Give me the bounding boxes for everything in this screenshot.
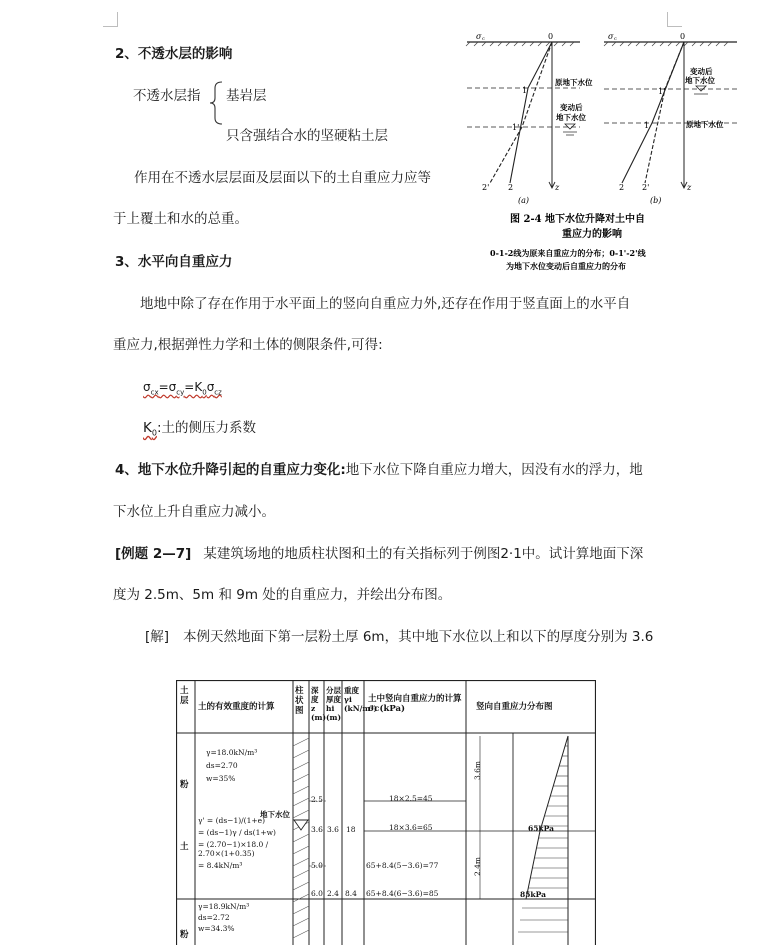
header-column: 柱状图 — [295, 686, 304, 716]
figure-panel-a — [466, 32, 593, 205]
stress-label-65: 65kPa — [528, 824, 554, 833]
section2-heading: 2、不透水层的影响 — [115, 46, 233, 62]
fig-b-sigma-label: σ — [608, 32, 614, 41]
svg-text:1: 1 — [522, 86, 528, 95]
section2-item2: 只含强结合水的坚硬粘土层 — [226, 128, 388, 144]
example-tag: [例题 2—7] — [115, 546, 192, 562]
svg-text:1': 1' — [658, 87, 666, 96]
header-thick: 分层厚度 hi (m) — [326, 686, 342, 722]
stress-label-85: 85kPa — [520, 890, 546, 899]
thick-2-4: 2.4 — [327, 889, 339, 898]
fig-a-orig-water: 原地下水位 — [555, 78, 593, 87]
header-dist: 竖向自重应力分布图 — [476, 702, 553, 712]
layer2-label: 粉 — [180, 930, 189, 940]
figure-note-line2: 为地下水位变动后自重应力的分布 — [506, 261, 626, 271]
header-depth: 深度 z (m) — [311, 686, 327, 722]
section2-item1: 基岩层 — [226, 88, 267, 104]
section2-para-line2: 于上覆土和水的总重。 — [113, 211, 248, 227]
stress-1: 18×2.5=45 — [389, 794, 433, 803]
svg-text:2': 2' — [482, 183, 490, 192]
depth-6-0: 6.0 — [311, 889, 323, 898]
section4-line1 — [115, 460, 643, 480]
fig-a-changed2: 地下水位 — [556, 113, 586, 122]
svg-text:c: c — [614, 36, 617, 42]
page-corner-top-left — [103, 12, 118, 27]
section2-lead: 不透水层指 — [133, 88, 201, 104]
svg-text:c: c — [482, 36, 485, 42]
figure-caption-line1: 图 2-4 地下水位升降对土中自 — [510, 214, 646, 225]
solution-tag: [解] — [145, 629, 170, 645]
svg-text:1: 1 — [644, 121, 650, 130]
header-gamma: 重度 γi (kN/m³) — [344, 686, 378, 713]
section3-heading: 3、水平向自重应力 — [115, 254, 233, 270]
page-corner-top-right — [667, 12, 682, 27]
fig-b-changed2: 地下水位 — [685, 76, 715, 85]
svg-text:2: 2 — [508, 183, 514, 192]
svg-text:1': 1' — [512, 123, 520, 132]
section3-para-line2: 重应力,根据弹性力学和土体的侧限条件,可得: — [113, 337, 383, 353]
solution-text: 本例天然地面下第一层粉土厚 6m，其中地下水位以上和以下的厚度分别为 3.6 — [183, 629, 654, 645]
eff-weight-formula: γ' = (ds−1)/(1+e) = (ds−1)γ / ds(1+w) = (2.70−1)×18.0 / 2.70×(1+0.35) = 8.4kN/m³ — [198, 816, 276, 870]
fig-subcaption-a: (a) — [518, 196, 530, 205]
section4-text-line2: 下水位上升自重应力减小。 — [113, 504, 275, 520]
figure-panel-b — [604, 32, 737, 205]
fig-b-changed1: 变动后 — [690, 67, 713, 76]
lateral-coefficient-note: $K_0$:土的侧压力系数 — [143, 420, 257, 438]
layer1-props: γ=18.0kN/m³ ds=2.70 w=35% — [206, 748, 258, 783]
figure-note-line1: 0-1-2线为原来自重应力的分布；0-1'-2'线 — [490, 248, 646, 258]
dim-3-6m: 3.6m — [473, 760, 482, 780]
brace-icon — [208, 80, 224, 126]
depth-2-5: 2.5 — [311, 795, 323, 804]
depth-5-0: 5.0 — [311, 861, 323, 870]
svg-text:z: z — [687, 183, 692, 192]
solution-line — [145, 627, 653, 647]
section4-text-line1: 地下水位下降自重应力增大，因没有水的浮力，地 — [345, 462, 643, 478]
svg-text:z: z — [555, 183, 560, 192]
fig-a-zero-label: 0 — [548, 32, 554, 41]
layer1-label-b: 土 — [180, 842, 189, 852]
stress-4: 65+8.4(6−3.6)=85 — [366, 889, 439, 898]
dim-2-4m: 2.4m — [473, 856, 482, 876]
fig-b-zero-label: 0 — [680, 32, 686, 41]
section2-para-line1: 作用在不透水层层面及层面以下的土自重应力应等 — [134, 170, 431, 186]
example-line1 — [115, 544, 643, 564]
svg-text:2': 2' — [642, 183, 650, 192]
section3-para-line1: 地地中除了存在作用于水平面上的竖向自重应力外,还存在作用于竖直面上的水平自 — [140, 296, 631, 312]
layer1-label-a: 粉 — [180, 780, 189, 790]
groundwater-label: 地下水位 — [260, 810, 290, 819]
depth-3-6: 3.6 — [311, 825, 323, 834]
stress-2: 18×3.6=65 — [389, 823, 433, 832]
layer2-props: γ=18.9kN/m³ ds=2.72 w=34.3% — [198, 902, 250, 933]
example-text-line1: 某建筑场地的地质柱状图和土的有关指标列于例图2·1中。试计算地面下深 — [203, 546, 644, 562]
example-table — [176, 680, 596, 945]
thick-3-6: 3.6 — [327, 825, 339, 834]
header-layer: 土层 — [180, 686, 189, 706]
figure-2-4 — [462, 30, 742, 278]
gamma-18: 18 — [346, 825, 356, 834]
fig-a-changed1: 变动后 — [560, 103, 583, 112]
stress-3: 65+8.4(5−3.6)=77 — [366, 861, 439, 870]
formula-lateral-stress: $\sigma_{cx}=\sigma_{cy}=K_0\sigma_{cz}$ — [143, 380, 222, 397]
fig-a-sigma-label: σ — [476, 32, 482, 41]
figure-caption-line2: 重应力的影响 — [562, 229, 622, 240]
header-stress: 土中竖向自重应力的计算 σc(kPa) — [368, 694, 462, 714]
example-text-line2: 度为 2.5m、5m 和 9m 处的自重应力，并绘出分布图。 — [113, 587, 452, 603]
section4-heading: 4、地下水位升降引起的自重应力变化: — [115, 462, 346, 478]
fig-b-orig-water: 原地下水位 — [686, 120, 724, 129]
svg-text:2: 2 — [619, 183, 625, 192]
header-calc: 土的有效重度的计算 — [198, 702, 275, 712]
fig-subcaption-b: (b) — [650, 196, 662, 205]
gamma-8-4: 8.4 — [345, 889, 357, 898]
